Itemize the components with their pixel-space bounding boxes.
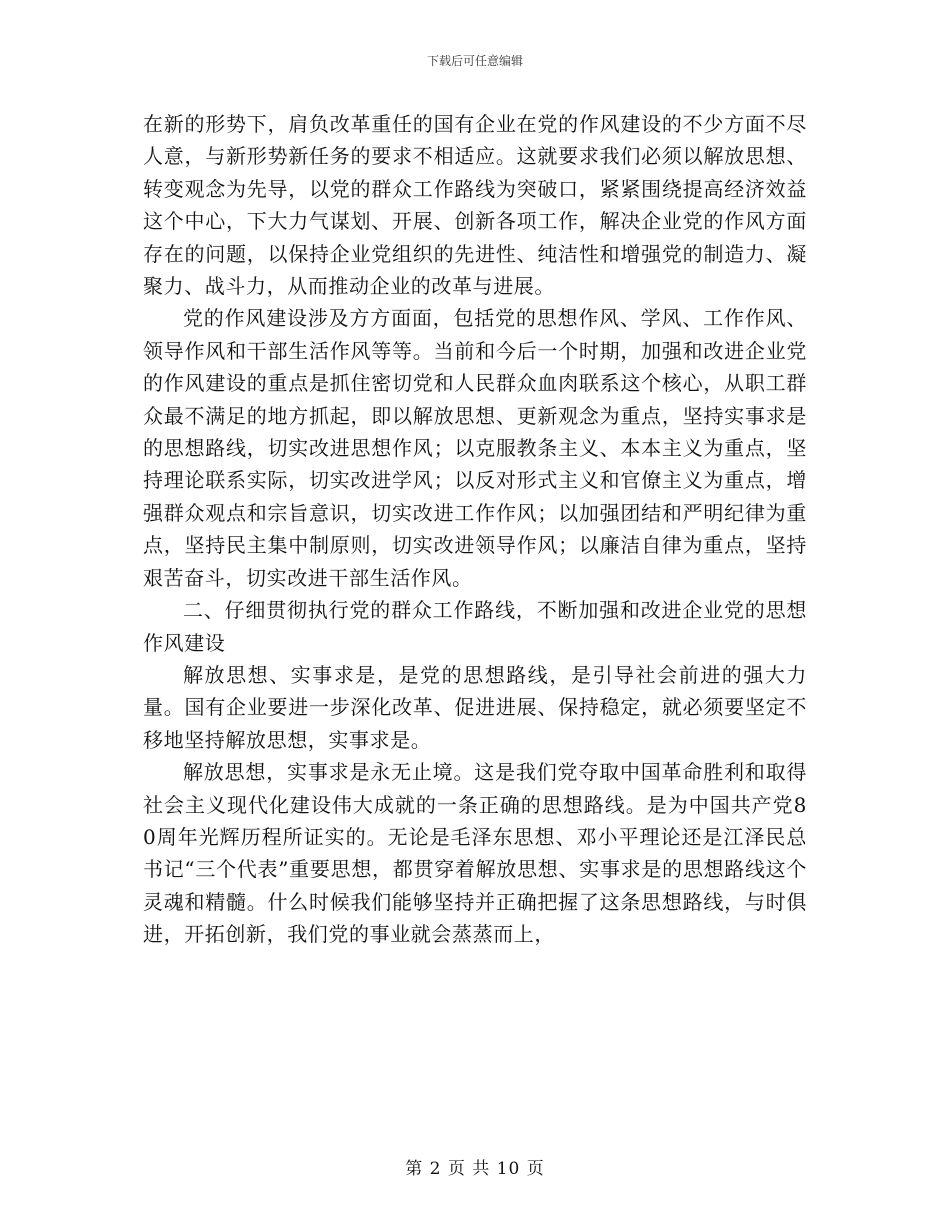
paragraph-4: 解放思想，实事求是永无止境。这是我们党夺取中国革命胜利和取得社会主义现代化建设伟大成就的一条正确的思想路线。是为中国共产党80周年光辉历程所证实的。无论是毛泽东思想、邓小平理论还是江泽民总书记“三个代表”重要思想，都贯穿着解放思想、实事求是的思想路线这个灵魂和精髓。什么时候我们能够坚持并正确把握了这条思想路线，与时俱进，开拓创新，我们党的事业就会蒸蒸而上， xyxy=(143,760,807,947)
paragraph-2: 党的作风建设涉及方方面面，包括党的思想作风、学风、工作作风、领导作风和干部生活作风等等。当前和今后一个时期，加强和改进企业党的作风建设的重点是抓住密切党和人民群众血肉联系这个核心，从职工群众最不满足的地方抓起，即以解放思想、更新观念为重点，坚持实事求是的思想路线，切实改进思想作风；以克服教条主义、本本主义为重点，坚持理论联系实际，切实改进学风；以反对形式主义和官僚主义为重点，增强群众观点和宗旨意识，切实改进工作作风；以加强团结和严明纪律为重点，坚持民主集中制原则，切实改进领导作风；以廉洁自律为重点，坚持艰苦奋斗，切实改进干部生活作风。 xyxy=(143,306,807,590)
page-number-footer: 第 2 页 共 10 页 xyxy=(405,1159,545,1179)
document-body xyxy=(143,108,807,951)
section-heading: 二、仔细贯彻执行党的群众工作路线，不断加强和改进企业党的思想作风建设 xyxy=(143,598,807,655)
paragraph-3: 解放思想、实事求是，是党的思想路线，是引导社会前进的强大力量。国有企业要进一步深化改革、促进进展、保持稳定，就必须要坚定不移地坚持解放思想，实事求是。 xyxy=(143,662,807,752)
paragraph-1: 在新的形势下，肩负改革重任的国有企业在党的作风建设的不少方面不尽人意，与新形势新任务的要求不相适应。这就要求我们必须以解放思想、转变观念为先导，以党的群众工作路线为突破口，紧紧围绕提高经济效益这个中心，下大力气谋划、开展、创新各项工作，解决企业党的作风方面存在的问题，以保持企业党组织的先进性、纯洁性和增强党的制造力、凝聚力、战斗力，从而推动企业的改革与进展。 xyxy=(143,112,807,299)
page-header: 下载后可任意编辑 xyxy=(426,54,523,68)
